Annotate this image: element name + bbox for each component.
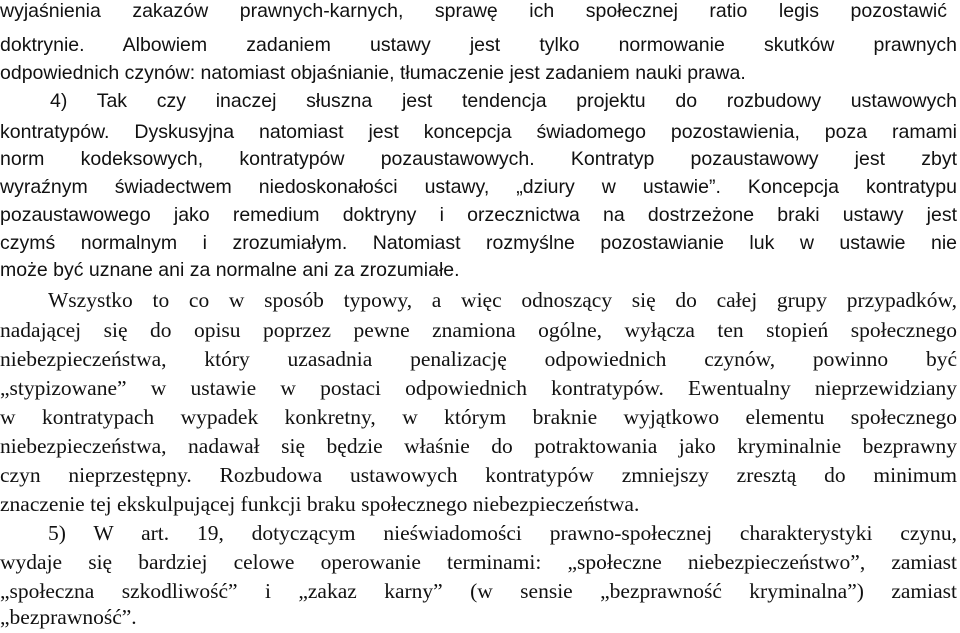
text-line: czyn nieprzestępny. Rozbudowa ustawowych kontratypów zmniejszy zresztą do minimum [0, 465, 957, 487]
text-line: może być uznane ani za normalne ani za zrozumiałe. [0, 261, 460, 281]
text-line: odpowiednich czynów: natomiast objaśnianie, tłumaczenie jest zadaniem nauki prawa. [0, 64, 746, 84]
text-line: niebezpieczeństwa, który uzasadnia penalizację odpowiednich czynów, powinno być [0, 349, 957, 371]
text-line: niebezpieczeństwa, nadawał się będzie właśnie do potraktowania jako kryminalnie bezprawny [0, 436, 957, 458]
text-line: wydaje się bardziej celowe operowanie terminami: „społeczne niebezpieczeństwo”, zamiast [0, 552, 957, 574]
text-line: Wszystko to co w sposób typowy, a więc odnoszący się do całej grupy przypadków, [48, 290, 957, 312]
text-line: w kontratypach wypadek konkretny, w którym braknie wyjątkowo elementu społecznego [0, 407, 957, 429]
text-line: „społeczna szkodliwość” i „zakaz karny” (w sensie „bezprawność kryminalna”) zamiast [0, 581, 957, 603]
text-line: „bezprawność”. [0, 607, 137, 629]
text-line: „stypizowane” w ustawie w postaci odpowiednich kontratypów. Ewentualny nieprzewidziany [0, 378, 957, 400]
text-line: czymś normalnym i zrozumiałym. Natomiast rozmyślne pozostawianie luk w ustawie nie [0, 234, 957, 254]
text-line: znaczenie tej ekskulpującej funkcji braku społecznego niebezpieczeństwa. [0, 494, 640, 516]
text-line: norm kodeksowych, kontratypów pozaustawowych. Kontratyp pozaustawowy jest zbyt [0, 150, 957, 170]
text-line: nadającej się do opisu poprzez pewne znamiona ogólne, wyłącza ten stopień społecznego [0, 320, 957, 342]
text-line: 5) W art. 19, dotyczącym nieświadomości prawno-społecznej charakterystyki czynu, [48, 523, 957, 545]
text-line: wyjaśnienia zakazów prawnych-karnych, sprawę ich społecznej ratio legis pozostawić [0, 2, 947, 22]
text-line: wyraźnym świadectwem niedoskonałości ustawy, „dziury w ustawie”. Koncepcja kontratypu [0, 178, 957, 198]
text-line: doktrynie. Albowiem zadaniem ustawy jest tylko normowanie skutków prawnych [0, 36, 957, 56]
text-line: pozaustawowego jako remedium doktryny i orzecznictwa na dostrzeżone braki ustawy jest [0, 206, 957, 226]
text-line: 4) Tak czy inaczej słuszna jest tendencja projektu do rozbudowy ustawowych [50, 92, 957, 112]
text-line: kontratypów. Dyskusyjna natomiast jest koncepcja świadomego pozostawienia, poza ramami [0, 123, 957, 143]
